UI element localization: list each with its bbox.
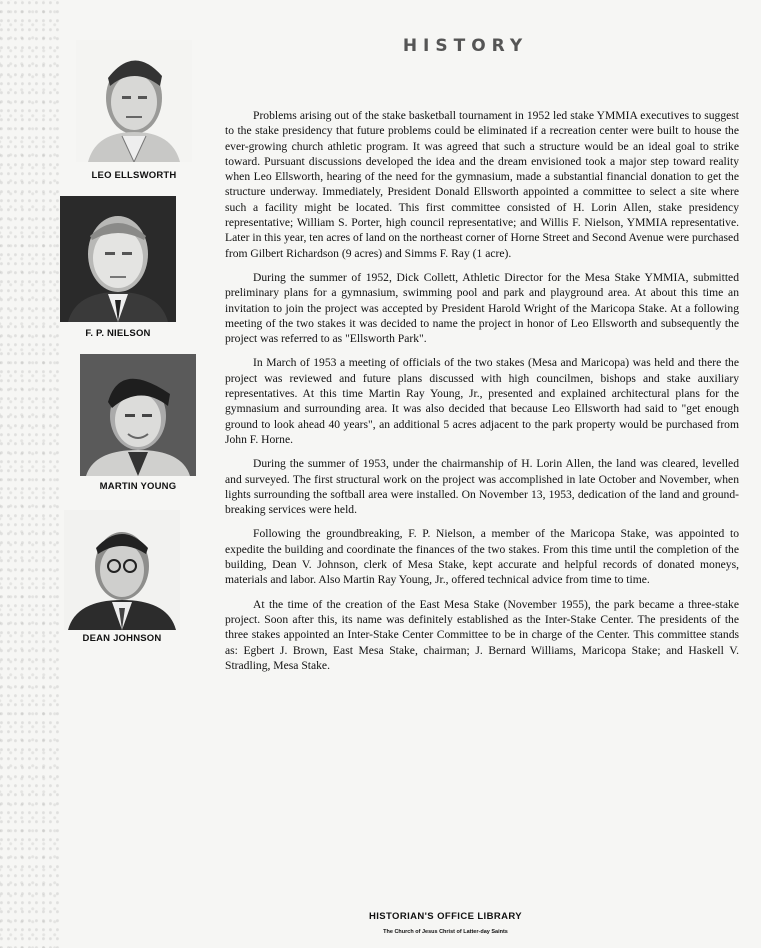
paragraph: At the time of the creation of the East Mesa Stake (November 1955), the park became a three-stake project. Soon after this, its name was definitely established as the Inter-Stake Center. The presidents of the three stakes appointed an Inter-Stake Center Committee to be in charge of the Center. This committee stands as: Egbert J. Brown, East Mesa Stake, chairman; J. Bernard Williams, Maricopa Stake; and Haskell V. Stradling, Mesa Stake. — [225, 597, 739, 672]
paragraph: Following the groundbreaking, F. P. Nielson, a member of the Maricopa Stake, was appointed to expedite the building and coordinate the finances of the two stakes. From this time until the completion of the building, Dean V. Johnson, clerk of Mesa Stake, kept accurate and helpful records of donated moneys, materials and labor. Also Martin Ray Young, Jr., offered technical advice from time to time. — [225, 527, 739, 587]
portrait-martin-young — [80, 354, 196, 476]
page-title: HISTORY — [402, 36, 529, 56]
portrait-dean-johnson — [64, 510, 180, 630]
page-edge-noise — [0, 0, 60, 948]
library-stamp: HISTORIAN'S OFFICE LIBRARY — [368, 911, 523, 922]
portrait-fp-nielson — [60, 196, 176, 322]
history-text — [225, 108, 739, 682]
portrait-caption: MARTIN YOUNG — [99, 481, 177, 492]
portrait-caption: F. P. NIELSON — [85, 328, 151, 339]
paragraph: Problems arising out of the stake basketball tournament in 1952 led stake YMMIA executives to suggest to the stake presidency that future problems could be eliminated if a recreation center were built to house the ever-growing church athletic program. It was agreed that such a structure would be an ideal goal to strike toward. Pursuant discussions developed the idea and the dream envisioned took a major step toward reality when Leo Ellsworth, hearing of the need for the gymnasium, made a substantial financial donation to get the structure underway. Immediately, President Donald Ellsworth appointed a committee to select a site where such a facility might be located. This first committee consisted of H. Lorin Allen, stake presidency representative; William S. Porter, high council representative; and Willis F. Nielson, YMMIA representative. Later in this year, ten acres of land on the northeast corner of Horne Street and Second Avenue were purchased from Gilbert Richardson (9 acres) and Simms F. Ray (1 acre). — [225, 109, 739, 260]
paragraph: During the summer of 1953, under the chairmanship of H. Lorin Allen, the land was cleared, levelled and surveyed. The first structural work on the project was accomplished in late October and November, when lights surrounding the softball area were installed. On November 13, 1953, dedication of the land and ground-breaking services were held. — [225, 457, 739, 517]
paragraph: In March of 1953 a meeting of officials of the two stakes (Mesa and Maricopa) was held and there the project was reviewed and future plans discussed with high councilmen, bishops and stake auxiliary representatives. At this time Martin Ray Young, Jr., presented and explained architectural plans for the gymnasium and surrounding area. It was also decided that because Leo Ellsworth had said to "get enough ground to look ahead 40 years", an additional 5 acres adjacent to the park property would be purchased from John F. Horne. — [225, 356, 739, 446]
portrait-photo — [60, 196, 176, 322]
portrait-caption: DEAN JOHNSON — [82, 633, 162, 644]
portrait-caption: LEO ELLSWORTH — [91, 170, 177, 181]
church-name: The Church of Jesus Christ of Latter-day Saints — [383, 929, 508, 935]
portrait-leo-ellsworth — [76, 40, 192, 162]
portrait-photo — [80, 354, 196, 476]
portrait-photo — [64, 510, 180, 630]
paragraph: During the summer of 1952, Dick Collett, Athletic Director for the Mesa Stake YMMIA, submitted preliminary plans for a gymnasium, swimming pool and park and playground area. At about this time an invitation to join the project was accepted by President Harold Wright of the Maricopa Stake. At a following meeting of the two stakes it was decided to name the project in honor of Leo Ellsworth and subsequently the project was referred to as "Ellsworth Park". — [225, 270, 739, 346]
portrait-photo — [76, 40, 192, 162]
